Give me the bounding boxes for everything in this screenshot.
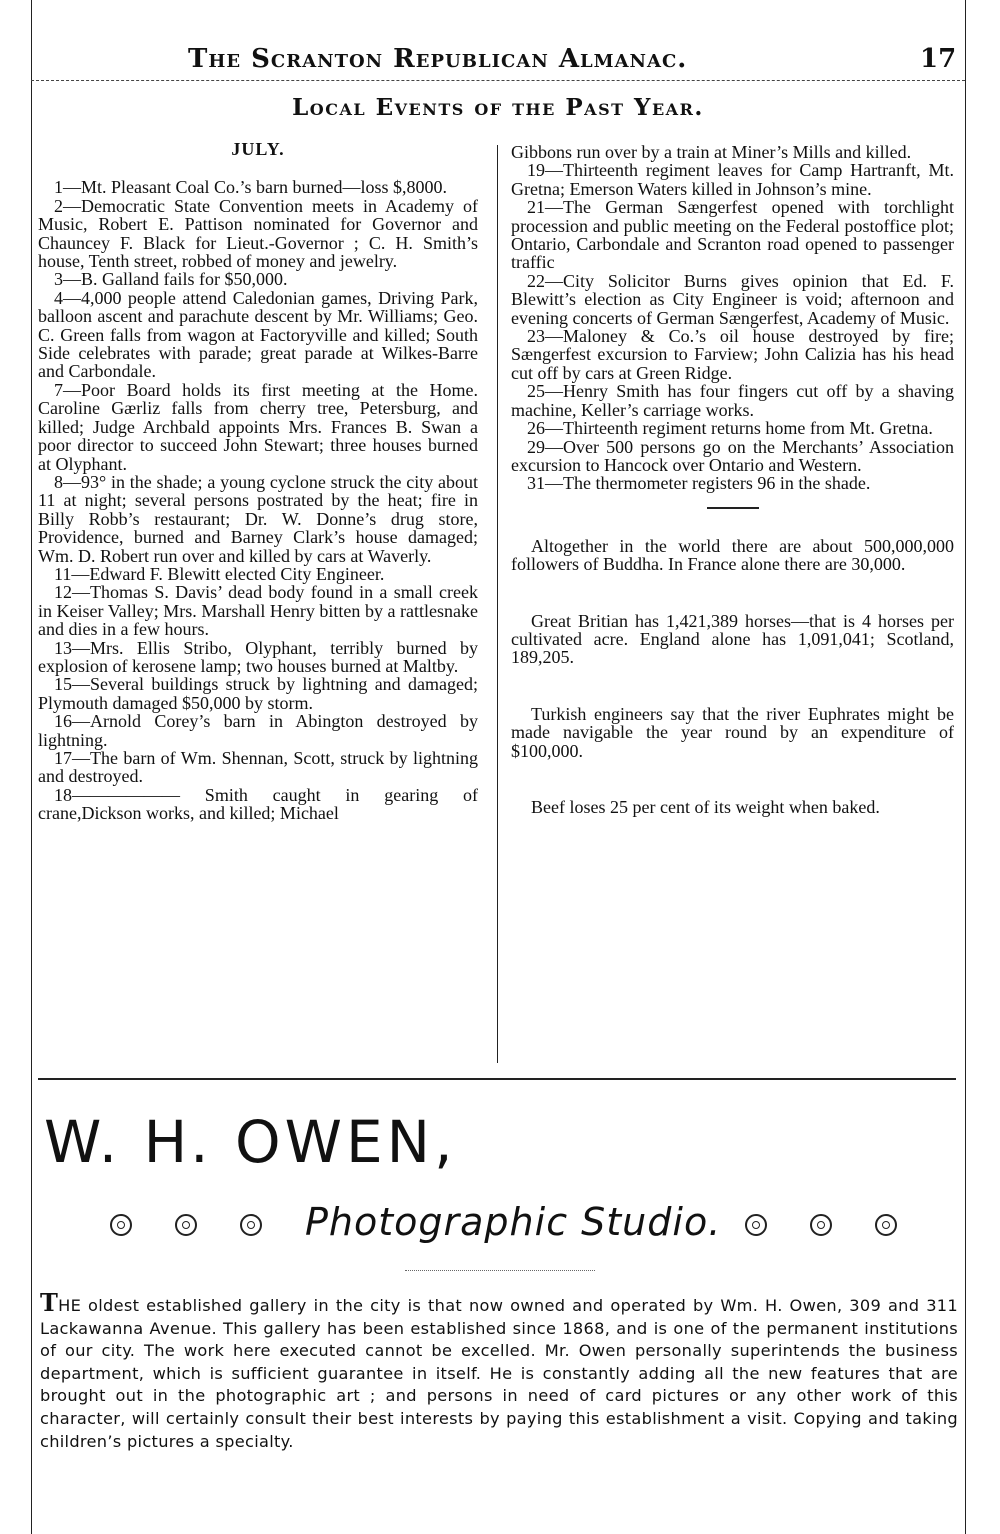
event-entry: 29—Over 500 persons go on the Merchants’ Association excursion to Hancock over Ontario and Western. — [511, 436, 954, 475]
ornament-icon — [745, 1214, 767, 1236]
event-entry: 4—4,000 people attend Caledonian games, Driving Park, balloon ascent and parachute descent by Mr. Williams; Geo. C. Green falls from wagon at Factoryville and killed; South Side celebrates with parade; great parade at Wilkes-Barre and Carbondale. — [38, 287, 478, 382]
event-entry: 3—B. Galland fails for $50,000. — [54, 269, 288, 290]
left-column — [38, 140, 478, 823]
right-column — [511, 143, 954, 816]
left-border — [31, 0, 32, 1534]
event-entry: 21—The German Sængerfest opened with torchlight procession and public meeting on the Federal postoffice plot; Ontario, Carbondale and Scranton road opened to passenger traffic — [511, 197, 954, 273]
fact-paragraph: Great Britian has 1,421,389 horses—that is 4 horses per cultivated acre. England alone has 1,091,041; Scotland, 189,205. — [511, 610, 954, 668]
fact-paragraph: Beef loses 25 per cent of its weight when baked. — [531, 796, 880, 817]
advertisement-divider — [38, 1078, 956, 1080]
advertisement-subtitle: Photographic Studio. — [305, 1200, 722, 1244]
event-entry: 1—Mt. Pleasant Coal Co.’s barn burned—loss $,8000. — [54, 177, 447, 198]
event-entry: 17—The barn of Wm. Shennan, Scott, struck by lightning and destroyed. — [38, 748, 478, 787]
event-entry: 18—————— Smith caught in gearing of crane,Dickson works, and killed; Michael — [38, 784, 478, 824]
drop-cap: T — [40, 1288, 59, 1317]
event-entry: 2—Democratic State Convention meets in Academy of Music, Robert E. Pattison nominated for Governor and Chauncey F. Black for Lieut.-Governor ; C. H. Smith’s house, Tenth street, robbed of money and jewelry. — [38, 195, 478, 272]
ornament-icon — [110, 1214, 132, 1236]
event-entry: 12—Thomas S. Davis’ dead body found in a small creek in Keiser Valley; Mrs. Marshall Henry bitten by a rattlesnake and dies in a few hours. — [38, 582, 478, 640]
page-title: The Scranton Republican Almanac. — [188, 44, 688, 74]
ornament-icon — [810, 1214, 832, 1236]
event-entry: 13—Mrs. Ellis Stribo, Olyphant, terribly burned by explosion of kerosene lamp; two houses burned at Maltby. — [38, 637, 478, 676]
page-header — [40, 38, 965, 78]
ornament-icon — [240, 1214, 262, 1236]
event-entry-continued: Gibbons run over by a train at Miner’s Mills and killed. — [511, 142, 912, 162]
fact-paragraph: Turkish engineers say that the river Euphrates might be made navigable the year round by an expenditure of $100,000. — [511, 703, 954, 761]
event-entry: 16—Arnold Corey’s barn in Abington destroyed by lightning. — [38, 711, 478, 750]
header-divider — [31, 80, 965, 81]
event-entry: 23—Maloney & Co.’s oil house destroyed by fire; Sængerfest excursion to Farview; John Calizia has his head cut off by cars at Green Ridge. — [511, 326, 954, 383]
event-entry: 11—Edward F. Blewitt elected City Engineer. — [54, 563, 385, 584]
advertisement-body — [40, 1288, 958, 1453]
event-entry: 25—Henry Smith has four fingers cut off by a shaving machine, Keller’s carriage works. — [511, 381, 954, 420]
event-entry: 15—Several buildings struck by lightning and damaged; Plymouth damaged $50,000 by storm. — [38, 674, 478, 713]
section-title: Local Events of the Past Year. — [292, 94, 704, 121]
event-entry: 7—Poor Board holds its first meeting at the Home. Caroline Gærliz falls from cherry tree, Petersburg, and killed; Judge Archbald appoints Mrs. Frances B. Swan a poor director to succeed John Stewart; three houses burned at Olyphant. — [38, 379, 478, 474]
event-entry: 22—City Solicitor Burns gives opinion that Ed. F. Blewitt’s election as City Engineer is void; afternoon and evening concerts of German Sængerfest, Academy of Music. — [511, 270, 954, 328]
ornament-icon — [175, 1214, 197, 1236]
advertisement-subtitle-row — [100, 1196, 900, 1256]
event-entry: 26—Thirteenth regiment returns home from Mt. Gretna. — [527, 418, 933, 439]
advertisement-dotted-rule — [405, 1270, 595, 1271]
month-heading: JULY. — [231, 139, 285, 159]
right-border — [965, 0, 966, 1534]
advertisement-text: HE oldest established gallery in the city is that now owned and operated by Wm. H. Owen, 309 and 311 Lackawanna Avenue. This gallery has been established since 1868, and is one of the permanent institutions of our city. The work here executed cannot be excelled. Mr. Owen personally superintends the business department, which is sufficient guarantee in itself. He is constantly adding all the new features that are brought out in the photographic art ; and persons in need of card pictures or any other work of this character, will certainly consult their best interests by paying this establishment a visit. Copying and taking children’s pictures a specialty. — [40, 1296, 958, 1451]
event-entry: 31—The thermometer registers 96 in the shade. — [527, 473, 871, 494]
section-rule — [707, 507, 759, 509]
ornament-icon — [875, 1214, 897, 1236]
advertiser-name: W. H. OWEN, — [44, 1108, 457, 1176]
event-entry: 19—Thirteenth regiment leaves for Camp Hartranft, Mt. Gretna; Emerson Waters killed in Johnson’s mine. — [511, 160, 954, 199]
column-divider — [497, 145, 498, 1063]
page-number: 17 — [920, 44, 957, 74]
event-entry: 8—93° in the shade; a young cyclone struck the city about 11 at night; several persons postrated by the heat; fire in Billy Robb’s restaurant; Dr. W. Donne’s drug store, Providence, burned and Barney Clark’s house damaged; Wm. D. Robert run over and killed by cars at Waverly. — [38, 471, 478, 566]
fact-paragraph: Altogether in the world there are about 500,000,000 followers of Buddha. In France alone there are 30,000. — [511, 535, 954, 575]
